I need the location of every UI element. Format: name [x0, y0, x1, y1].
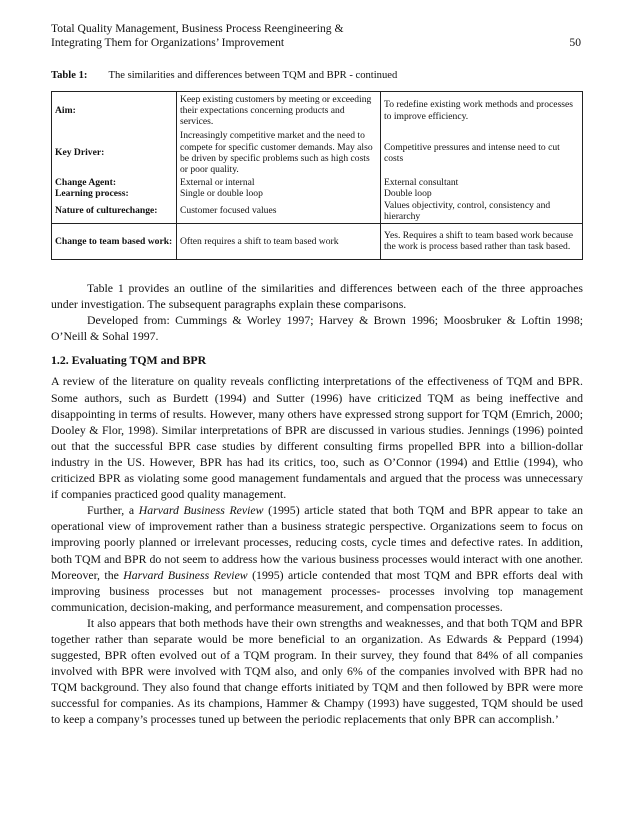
body-text: [51, 280, 583, 728]
row-label: Nature of culturechange:: [52, 199, 177, 223]
table-caption: [51, 69, 581, 82]
bpr-cell: Values objectivity, control, consistency and hierarchy: [381, 199, 583, 223]
page-number: 50: [569, 36, 581, 49]
row-label: Change Agent:: [52, 177, 177, 188]
tqm-cell: Customer focused values: [177, 199, 381, 223]
paragraph-harvard-review: [51, 502, 583, 615]
text-run: (1995) article contended that most TQM and BPR efforts deal with improving business processes but not management processes- processes involving top management communication, decision-making, and performance measurement, and compensation processes.: [51, 567, 583, 614]
table-row: [52, 188, 583, 199]
tqm-cell: Often requires a shift to team based work: [177, 223, 381, 259]
paragraph-literature-review: A review of the literature on quality reveals conflicting interpretations of the effectiveness of TQM and BPR. Some authors, such as Burdett (1994) and Sutter (1996) have criticized TQM as being ineffective and disappointing in terms of results. However, many others have expressed strong support for TQM (Emrich, 2000; Dooley & Flor, 1998). Similar interpretations of BPR are discussed in various studies. Jennings (1996) pointed out that the successful BPR case studies by different consulting firms propelled BPR into a billion-dollar industry in the US. However, BPR has had its critics, too, such as O’Connor (1994) and Ettlie (1994), who criticized BPR as violating some good management fundamentals and argued that the process was unnecessary if companies practiced good quality management.: [51, 374, 583, 502]
tqm-cell: Single or double loop: [177, 188, 381, 199]
paragraph-sources: Developed from: Cummings & Worley 1997; Harvey & Brown 1996; Moosbruker & Loftin 1998; O’Neill & Sohal 1997.: [51, 313, 583, 344]
tqm-cell: Increasingly competitive market and the need to compete for specific customer demands. May also be driven by specific problems such as high costs or poor quality.: [177, 130, 381, 177]
table-caption-label: Table 1:: [51, 70, 88, 81]
bpr-cell: Competitive pressures and intense need to cut costs: [381, 130, 583, 177]
table-row: [52, 223, 583, 259]
paragraph-table-intro: Table 1 provides an outline of the similarities and differences between each of the three approaches under investigation. The subsequent paragraphs explain these comparisons.: [51, 281, 583, 312]
row-label: Aim:: [52, 92, 177, 130]
bpr-cell: External consultant: [381, 177, 583, 188]
tqm-cell: External or internal: [177, 177, 381, 188]
row-label: Change to team based work:: [52, 223, 177, 259]
journal-title: Harvard Business Review: [123, 567, 248, 582]
table-row: [52, 130, 583, 177]
row-label: Key Driver:: [52, 130, 177, 177]
table-row: [52, 177, 583, 188]
comparison-table: [51, 91, 583, 260]
text-run: Further, a: [87, 503, 139, 518]
section-heading: 1.2. Evaluating TQM and BPR: [51, 353, 207, 368]
header-title-line1: Total Quality Management, Business Process Reengineering &: [51, 22, 344, 35]
tqm-cell: Keep existing customers by meeting or exceeding their expectations concerning products and services.: [177, 92, 381, 130]
row-label: Learning process:: [52, 188, 177, 199]
bpr-cell: Yes. Requires a shift to team based work because the work is process based rather than task based.: [381, 223, 583, 259]
table-row: [52, 92, 583, 130]
paragraph-strengths-weaknesses: It also appears that both methods have their own strengths and weaknesses, and that both TQM and BPR together rather than separate would be more beneficial to an organization. As Edwards & Peppard (1994) suggested, BPR often evolved out of a TQM program. In their survey, they found that 84% of all companies involved with BPR were involved with TQM also, and only 6% of the companies involved with BPR had no TQM background. They also found that change efforts initiated by TQM and then followed by BPR were more successful for companies. As its champions, Hammer & Champy (1993) have suggested, TQM should be used to keep a company’s processes tuned up between the periodic replacements that only BPR can accomplish.’: [51, 615, 583, 727]
journal-title: Harvard Business Review: [138, 503, 264, 518]
table-caption-text: The similarities and differences between TQM and BPR - continued: [108, 70, 398, 81]
bpr-cell: To redefine existing work methods and processes to improve efficiency.: [381, 92, 583, 130]
table-row: [52, 199, 583, 223]
running-header: [51, 22, 581, 50]
bpr-cell: Double loop: [381, 188, 583, 199]
header-title-line2: Integrating Them for Organizations’ Improvement: [51, 36, 285, 49]
text-run: (1995) article stated that both TQM and BPR appear to take an operational view of improvement rather than a business strategic perspective. Organizations seem to focus on improving poorly planned or irrelevant processes, reducing costs, cycle times and defective rates. In addition, both TQM and BPR do not seem to address how the various business processes would interact with one another. Moreover, the: [51, 503, 583, 582]
